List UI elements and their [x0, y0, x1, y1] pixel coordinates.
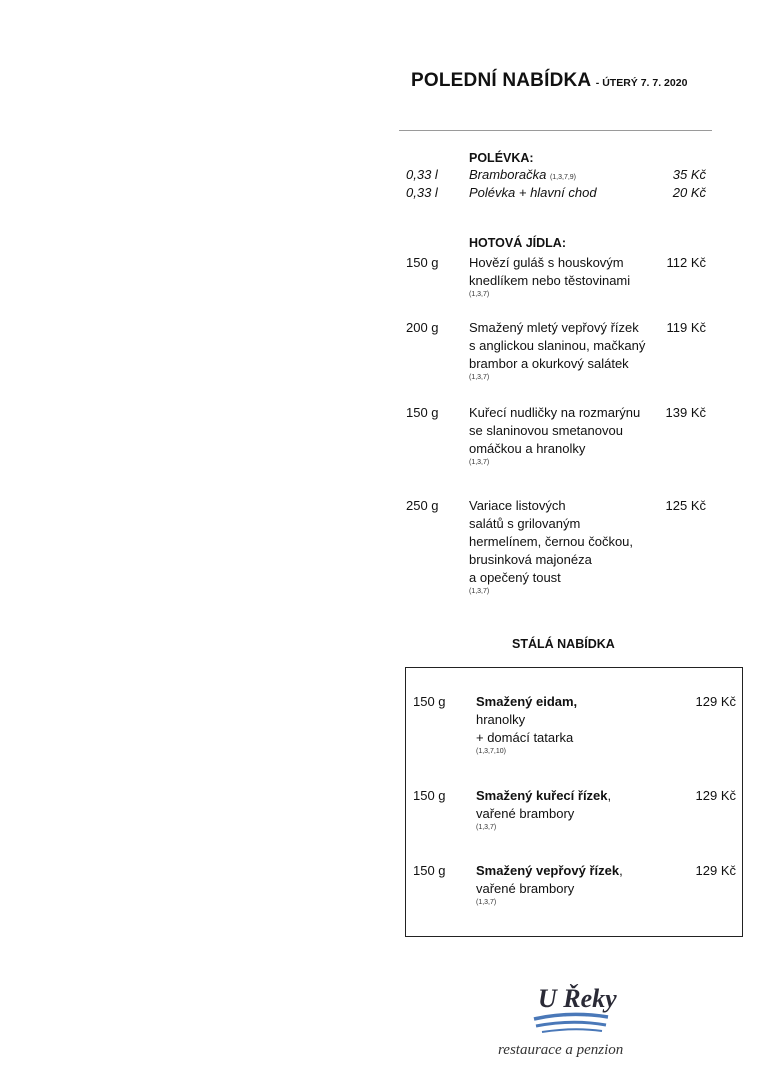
- meal-3-qty: 150 g: [406, 405, 439, 420]
- meal-2-line-3: brambor a okurkový salátek: [469, 356, 629, 371]
- page-title: [411, 70, 687, 92]
- meal-3-line-2: se slaninovou smetanovou: [469, 423, 623, 438]
- meal-4-line-1: Variace listových: [469, 498, 566, 513]
- meal-2-allergens: (1,3,7): [469, 374, 490, 381]
- permanent-1-line-1: hranolky: [476, 712, 526, 727]
- meal-4-description: [469, 497, 633, 597]
- meal-3-description: [469, 404, 640, 468]
- permanent-2-allergens: (1,3,7): [476, 824, 497, 831]
- meal-1-allergens: (1,3,7): [469, 291, 490, 298]
- wave-1-icon: [534, 1014, 608, 1019]
- meal-4-price: 125 Kč: [665, 498, 706, 513]
- meal-3-price: 139 Kč: [665, 405, 706, 420]
- permanent-3-allergens: (1,3,7): [476, 899, 497, 906]
- permanent-1-title: Smažený eidam,: [476, 694, 578, 709]
- permanent-3-title: Smažený vepřový řízek: [476, 863, 620, 878]
- permanent-2-title-rest: ,: [607, 788, 612, 803]
- soup-heading: POLÉVKA:: [469, 151, 534, 165]
- logo-name: U Řeky: [538, 984, 617, 1013]
- divider: [399, 130, 712, 131]
- meal-1-line-2: knedlíkem nebo těstovinami: [469, 273, 631, 288]
- wave-3-icon: [542, 1029, 602, 1032]
- permanent-1-allergens: (1,3,7,10): [476, 748, 506, 755]
- logo-tagline: restaurace a penzion: [498, 1042, 624, 1058]
- permanent-2-title: Smažený kuřecí řízek: [476, 788, 608, 803]
- meal-1-qty: 150 g: [406, 255, 439, 270]
- meal-1-description: [469, 254, 630, 300]
- permanent-3-description: [476, 862, 623, 908]
- permanent-1-line-2: + domácí tatarka: [476, 730, 574, 745]
- meal-3-line-1: Kuřecí nudličky na rozmarýnu: [469, 405, 641, 420]
- soup-2-name: Polévka + hlavní chod: [469, 185, 597, 200]
- meal-4-qty: 250 g: [406, 498, 439, 513]
- meal-2-line-1: Smažený mletý vepřový řízek: [469, 320, 639, 335]
- meal-3-line-3: omáčkou a hranolky: [469, 441, 586, 456]
- menu-title: POLEDNÍ NABÍDKA: [411, 70, 592, 91]
- menu-date: - ÚTERÝ 7. 7. 2020: [595, 77, 688, 89]
- meal-2-price: 119 Kč: [666, 320, 706, 335]
- permanent-3-line-1: vařené brambory: [476, 881, 575, 896]
- permanent-2-price: 129 Kč: [695, 788, 736, 803]
- soup-1-label: Bramboračka: [469, 167, 547, 182]
- meal-4-line-4: brusinková majonéza: [469, 552, 592, 567]
- meal-1-price: 112 Kč: [666, 255, 706, 270]
- permanent-3-price: 129 Kč: [695, 863, 736, 878]
- permanent-2-qty: 150 g: [413, 788, 446, 803]
- soup-2-qty: 0,33 l: [406, 185, 438, 200]
- meal-3-allergens: (1,3,7): [469, 459, 490, 466]
- permanent-3-qty: 150 g: [413, 863, 446, 878]
- soup-1-qty: 0,33 l: [406, 167, 438, 182]
- permanent-3-title-rest: ,: [619, 863, 623, 878]
- meal-4-line-5: a opečený toust: [469, 570, 561, 585]
- permanent-heading: STÁLÁ NABÍDKA: [512, 637, 615, 651]
- permanent-2-line-1: vařené brambory: [476, 806, 575, 821]
- meal-2-description: [469, 319, 645, 383]
- meal-1-line-1: Hovězí guláš s houskovým: [469, 255, 624, 270]
- soup-1-allergens: (1,3,7,9): [549, 174, 577, 181]
- permanent-1-price: 129 Kč: [695, 694, 736, 709]
- meal-2-qty: 200 g: [406, 320, 439, 335]
- meal-4-allergens: (1,3,7): [469, 588, 490, 595]
- soup-1-price: 35 Kč: [672, 167, 706, 182]
- meal-2-line-2: s anglickou slaninou, mačkaný: [469, 338, 646, 353]
- permanent-2-description: [476, 787, 611, 833]
- meals-heading: HOTOVÁ JÍDLA:: [469, 236, 566, 250]
- meal-4-line-3: hermelínem, černou čočkou,: [469, 534, 634, 549]
- permanent-1-qty: 150 g: [413, 694, 446, 709]
- meal-4-line-2: salátů s grilovaným: [469, 516, 581, 531]
- wave-2-icon: [536, 1022, 606, 1026]
- restaurant-logo: [490, 975, 660, 1065]
- permanent-1-description: [476, 693, 577, 757]
- soup-2-price: 20 Kč: [672, 185, 706, 200]
- logo-graphic: [490, 975, 660, 1065]
